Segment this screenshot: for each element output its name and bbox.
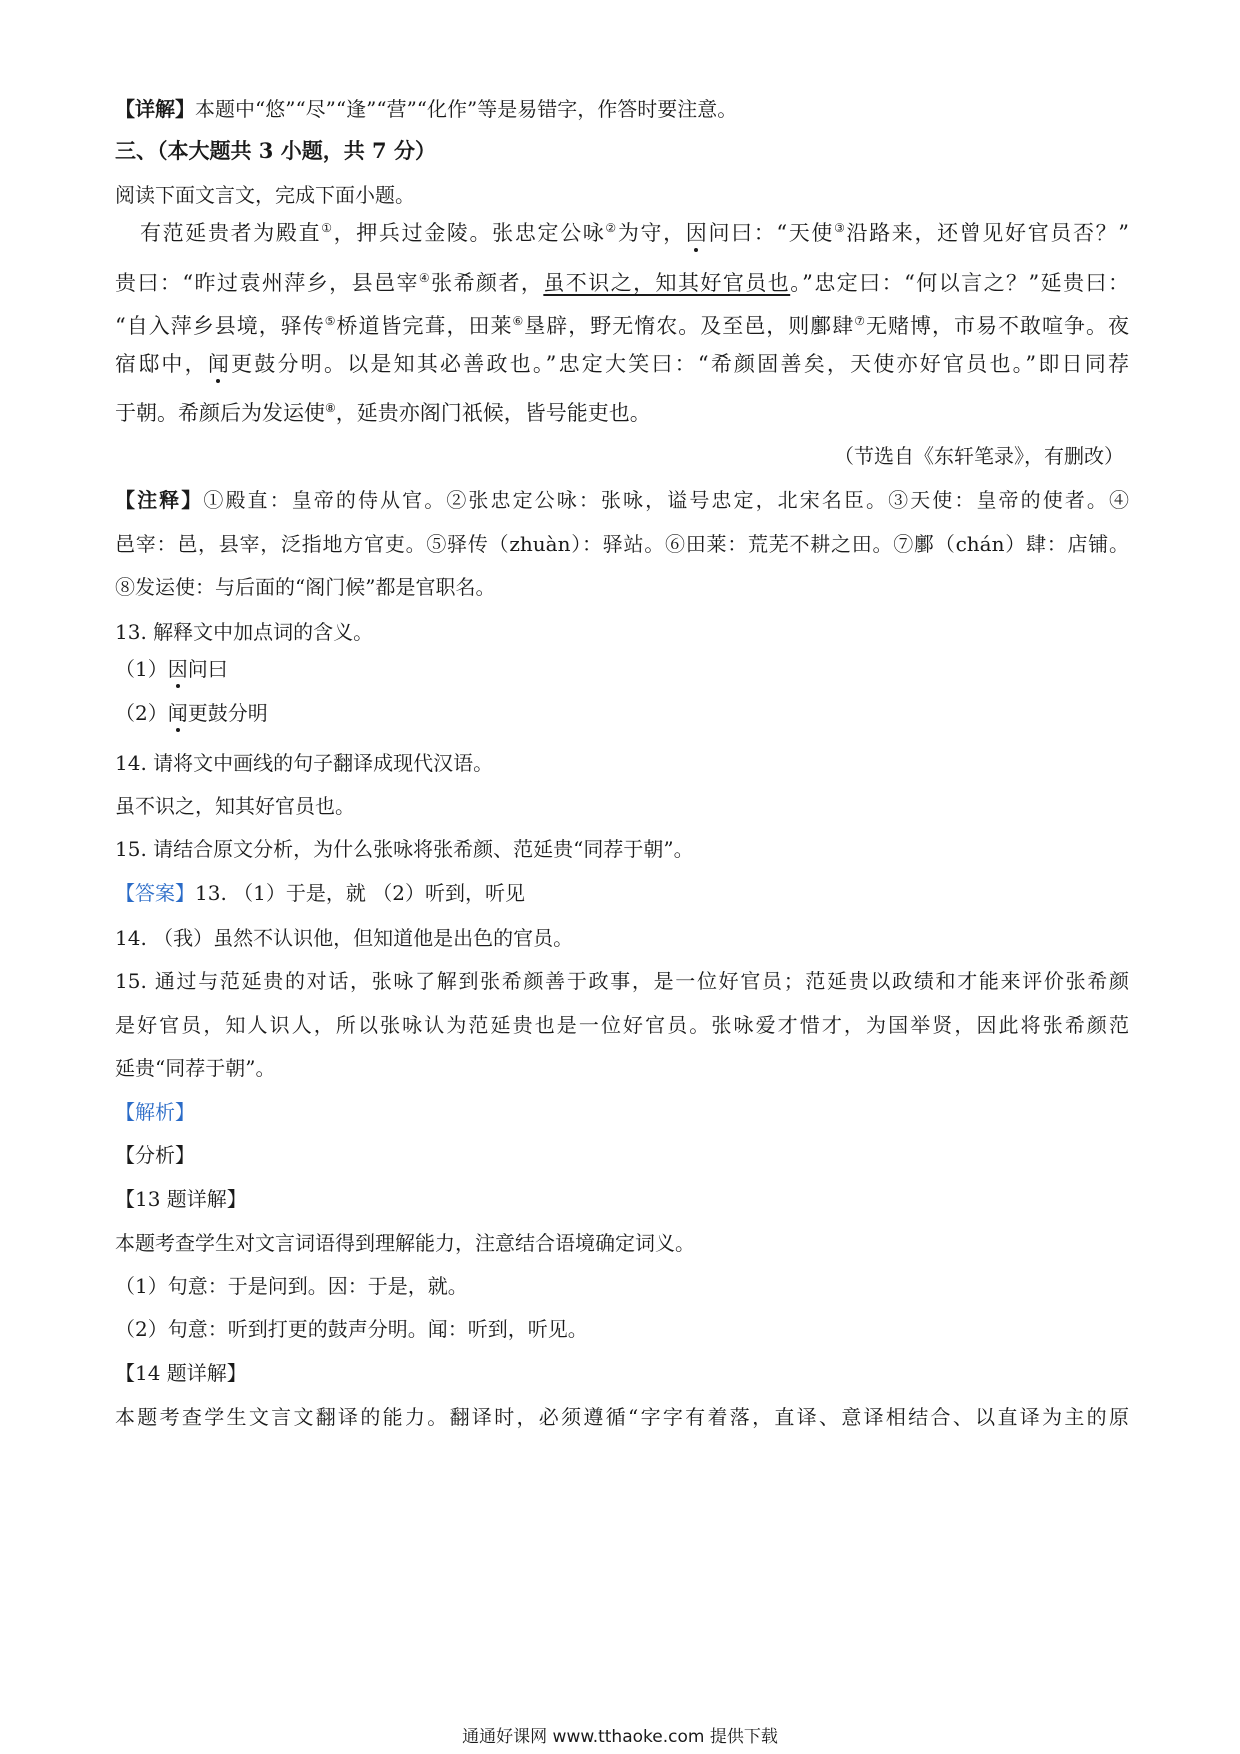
passage-line-1: 有范延贵者为殿直①，押兵过金陵。张忠定公咏②为守，因问曰：“天使③沿路来，还曾见好官员否？” xyxy=(140,221,1130,245)
question-13-item-2: （2）闻更鼓分明 xyxy=(115,701,268,725)
detail-13-text: 本题考查学生对文言词语得到理解能力，注意结合语境确定词义。 xyxy=(115,1231,695,1255)
reading-instruction: 阅读下面文言文，完成下面小题。 xyxy=(115,183,415,207)
question-13-item-1: （1）因问曰 xyxy=(115,657,228,681)
question-14: 14. 请将文中画线的句子翻译成现代汉语。 xyxy=(115,751,494,775)
dotted-word: 因 xyxy=(167,657,188,681)
answer-15-line-3: 延贵“同荐于朝”。 xyxy=(115,1056,276,1080)
detail-13-heading: 【13 题详解】 xyxy=(115,1187,247,1211)
notes-line-2: 邑宰：邑，县宰，泛指地方官吏。⑤驿传（zhuàn）：驿站。⑥田莱：荒芜不耕之田。⑦鄽（chán）肆：店铺。 xyxy=(115,532,1129,556)
question-15: 15. 请结合原文分析，为什么张咏将张希颜、范延贵“同荐于朝”。 xyxy=(115,837,694,861)
dotted-word: 闻 xyxy=(167,701,188,725)
dotted-word: 闻 xyxy=(207,352,229,376)
answer-13: 【答案】13. （1）于是，就 （2）听到，听见 xyxy=(115,881,525,905)
passage-line-5: 于朝。希颜后为发运使⑧，延贵亦阁门祇候，皆号能吏也。 xyxy=(115,401,651,425)
fenxi-label: 【分析】 xyxy=(115,1143,195,1167)
section-heading: 三、（本大题共 3 小题，共 7 分） xyxy=(115,138,436,163)
underlined-sentence: 虽不识之，知其好官员也 xyxy=(543,271,791,295)
passage-line-2: 贵曰：“昨过袁州萍乡，县邑宰④张希颜者，虽不识之，知其好官员也。”忠定曰：“何以言之？”延贵曰： xyxy=(115,271,1129,295)
detail-14-heading: 【14 题详解】 xyxy=(115,1361,247,1385)
notes-line-3: ⑧发运使：与后面的“阁门候”都是官职名。 xyxy=(115,575,496,599)
page-footer: 通通好课网 www.tthaoke.com 提供下载 xyxy=(462,1727,778,1747)
dotted-word: 因 xyxy=(685,221,707,245)
answer-14: 14. （我）虽然不认识他，但知道他是出色的官员。 xyxy=(115,926,574,950)
detail-line: 【详解】本题中“悠”“尽”“逢”“营”“化作”等是易错字，作答时要注意。 xyxy=(115,97,738,121)
answer-15-line-2: 是好官员，知人识人，所以张咏认为范延贵也是一位好官员。张咏爱才惜才，为国举贤，因此将张希颜范 xyxy=(115,1013,1129,1037)
notes-line-1: 【注释】①殿直：皇帝的侍从官。②张忠定公咏：张咏，谥号忠定，北宋名臣。③天使：皇帝的使者。④ xyxy=(115,488,1130,512)
passage-source: （节选自《东轩笔录》，有删改） xyxy=(834,444,1124,468)
detail-13-item-1: （1）句意：于是问到。因：于是，就。 xyxy=(115,1274,468,1298)
question-13: 13. 解释文中加点词的含义。 xyxy=(115,620,374,644)
detail-13-item-2: （2）句意：听到打更的鼓声分明。闻：听到，听见。 xyxy=(115,1317,588,1341)
passage-line-4: 宿邸中，闻更鼓分明。以是知其必善政也。”忠定大笑曰：“希颜固善矣，天使亦好官员也。”即日同荐 xyxy=(115,352,1129,376)
answer-15-line-1: 15. 通过与范延贵的对话，张咏了解到张希颜善于政事，是一位好官员；范延贵以政绩和才能来评价张希颜 xyxy=(115,969,1129,993)
question-14-sentence: 虽不识之，知其好官员也。 xyxy=(115,794,355,818)
passage-line-3: “自入萍乡县境，驿传⑤桥道皆完葺，田莱⑥垦辟，野无惰农。及至邑，则鄽肆⑦无赌博，市易不敢喧争。夜 xyxy=(115,314,1130,338)
analysis-label: 【解析】 xyxy=(115,1100,195,1124)
detail-14-text: 本题考查学生文言文翻译的能力。翻译时，必须遵循“字字有着落，直译、意译相结合、以直译为主的原 xyxy=(115,1405,1129,1429)
